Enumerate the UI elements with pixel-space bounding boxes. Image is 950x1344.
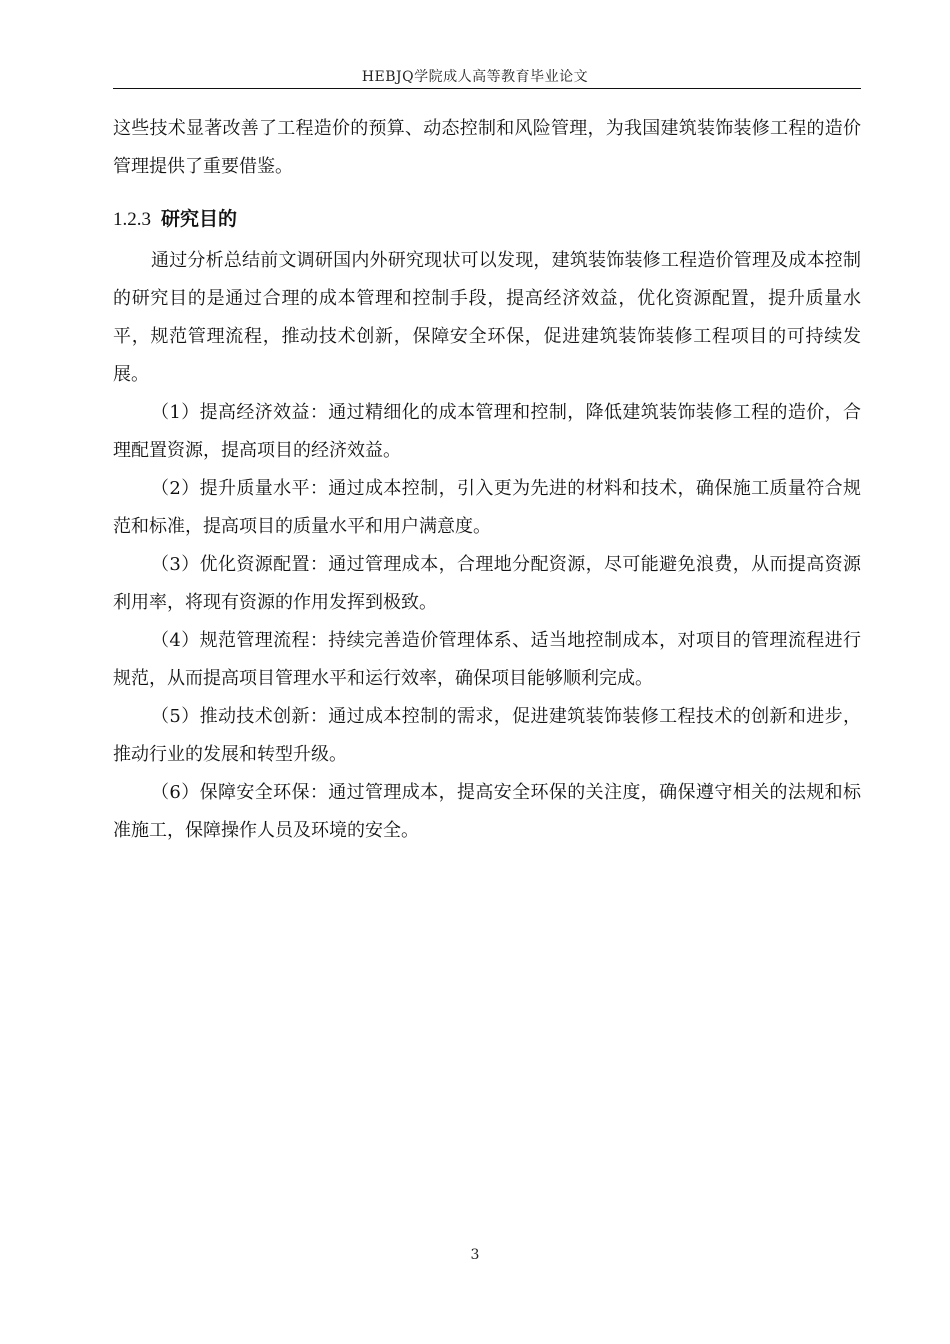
paragraph-item-4: （4）规范管理流程：持续完善造价管理体系、适当地控制成本，对项目的管理流程进行规范，从而提高项目管理水平和运行效率，确保项目能够顺利完成。	[113, 630, 861, 689]
section-title: 研究目的	[161, 208, 238, 230]
paragraph-purpose-summary: 通过分析总结前文调研国内外研究现状可以发现，建筑装饰装修工程造价管理及成本控制的研究目的是通过合理的成本管理和控制手段，提高经济效益，优化资源配置，提升质量水平，规范管理流程，推动技术创新，保障安全环保，促进建筑装饰装修工程项目的可持续发展。	[113, 250, 861, 385]
section-number: 1.2.3	[113, 209, 151, 230]
paragraph-item-5: （5）推动技术创新：通过成本控制的需求，促进建筑装饰装修工程技术的创新和进步，推动行业的发展和转型升级。	[113, 706, 861, 765]
header-divider	[113, 88, 861, 89]
intro-continuation-paragraph: 这些技术显著改善了工程造价的预算、动态控制和风险管理，为我国建筑装饰装修工程的造价管理提供了重要借鉴。	[113, 118, 861, 177]
paragraph-item-3: （3）优化资源配置：通过管理成本，合理地分配资源，尽可能避免浪费，从而提高资源利用率，将现有资源的作用发挥到极致。	[113, 554, 861, 613]
paragraph-item-1: （1）提高经济效益：通过精细化的成本管理和控制，降低建筑装饰装修工程的造价，合理配置资源，提高项目的经济效益。	[113, 402, 861, 461]
paragraph-item-6: （6）保障安全环保：通过管理成本，提高安全环保的关注度，确保遵守相关的法规和标准施工，保障操作人员及环境的安全。	[113, 782, 861, 841]
paragraph-item-2: （2）提升质量水平：通过成本控制，引入更为先进的材料和技术，确保施工质量符合规范和标准，提高项目的质量水平和用户满意度。	[113, 478, 861, 537]
running-header: HEBJQ学院成人高等教育毕业论文	[361, 69, 589, 85]
page-number: 3	[470, 1247, 480, 1263]
page-body	[113, 110, 861, 850]
section-heading	[113, 203, 861, 236]
